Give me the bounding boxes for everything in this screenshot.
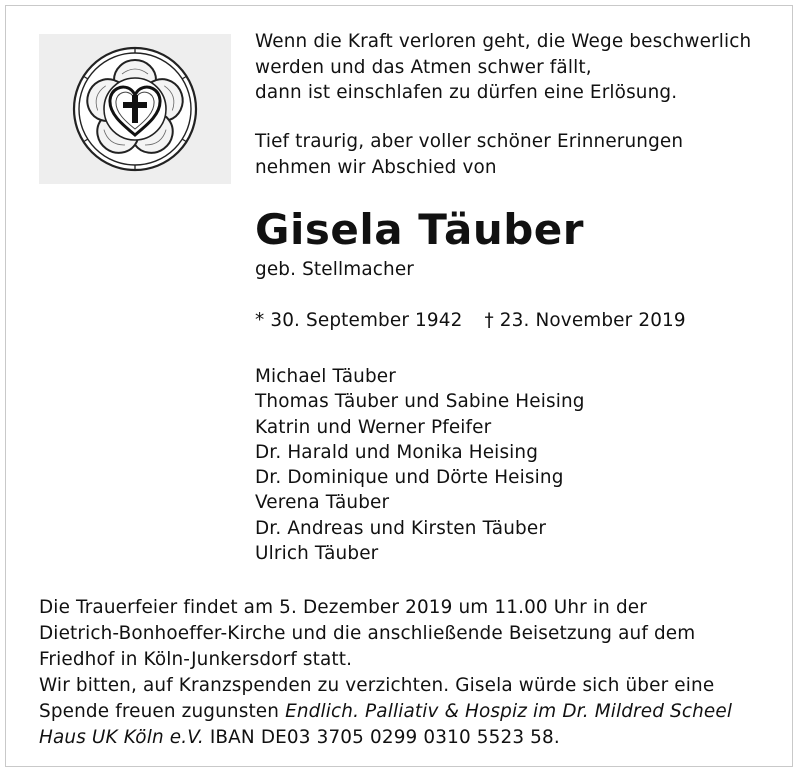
maiden-name: geb. Stellmacher	[255, 259, 414, 280]
mourner: Katrin und Werner Pfeifer	[255, 416, 492, 438]
intro-text	[255, 129, 683, 180]
deceased-name: Gisela Täuber	[255, 205, 585, 254]
death-date: † 23. November 2019	[484, 310, 686, 331]
mourner: Dr. Dominique und Dörte Heising	[255, 467, 564, 489]
intro-line: Tief traurig, aber voller schöner Erinnerungen	[255, 131, 684, 152]
notice-line: Dietrich-Bonhoeffer-Kirche und die anschließende Beisetzung auf dem	[39, 623, 696, 644]
notice-line: Die Trauerfeier findet am 5. Dezember 2019 um 11.00 Uhr in der	[39, 597, 647, 618]
mourner: Thomas Täuber und Sabine Heising	[255, 391, 585, 413]
charity-name: Endlich. Palliativ & Hospiz im Dr. Mildred Scheel	[285, 701, 733, 722]
notice-line: Friedhof in Köln-Junkersdorf statt.	[39, 649, 353, 670]
mourner: Michael Täuber	[255, 366, 396, 387]
verse-line: Wenn die Kraft verloren geht, die Wege beschwerlich	[255, 31, 752, 52]
notice-line	[39, 699, 779, 725]
life-dates	[255, 308, 686, 334]
intro-line: nehmen wir Abschied von	[255, 156, 497, 178]
emblem-box	[39, 34, 231, 184]
mourner: Dr. Harald und Monika Heising	[255, 441, 539, 463]
donation-text: Spende freuen zugunsten	[39, 701, 286, 722]
luther-rose-icon	[60, 34, 210, 184]
notice-line	[39, 725, 779, 751]
verse-line: werden und das Atmen schwer fällt,	[255, 56, 592, 78]
notice-line: Wir bitten, auf Kranzspenden zu verzichten. Gisela würde sich über eine	[39, 675, 715, 696]
iban: IBAN DE03 3705 0299 0310 5523 58.	[203, 727, 560, 748]
birth-date: * 30. September 1942	[255, 310, 463, 331]
funeral-notice	[39, 595, 779, 751]
mourner: Verena Täuber	[255, 492, 390, 514]
mourner: Ulrich Täuber	[255, 543, 379, 565]
verse	[255, 29, 751, 106]
mourner: Dr. Andreas und Kirsten Täuber	[255, 517, 547, 539]
verse-line: dann ist einschlafen zu dürfen eine Erlösung.	[255, 82, 678, 103]
charity-name-end: Haus UK Köln e.V.	[39, 727, 204, 748]
mourners-list	[255, 364, 585, 566]
